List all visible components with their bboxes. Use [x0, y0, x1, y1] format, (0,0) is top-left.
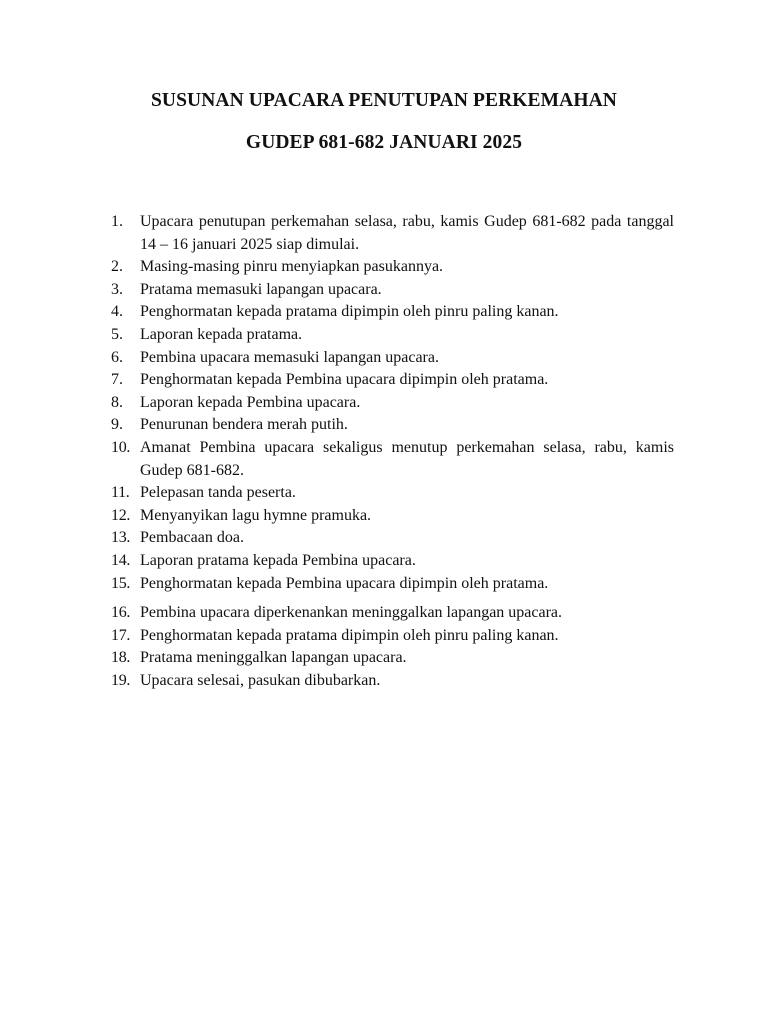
list-item-text: Penurunan bendera merah putih.	[140, 416, 348, 434]
list-item-number: 1.	[111, 213, 123, 230]
list-item-text: Penghormatan kepada pratama dipimpin oleh pinru paling kanan.	[140, 626, 559, 644]
list-item	[111, 301, 674, 324]
document-title: SUSUNAN UPACARA PENUTUPAN PERKEMAHAN	[150, 90, 617, 111]
list-item	[111, 211, 674, 256]
list-item	[111, 392, 674, 415]
list-item-number: 14.	[111, 551, 131, 569]
list-item	[111, 527, 674, 550]
list-item-number: 16.	[111, 604, 131, 622]
list-item-number: 7.	[111, 371, 123, 389]
list-item	[111, 279, 674, 302]
list-item-number: 12.	[111, 506, 131, 524]
list-item-text: Menyanyikan lagu hymne pramuka.	[140, 506, 372, 524]
list-item	[111, 324, 674, 347]
list-item-number: 13.	[111, 529, 131, 547]
list-item	[111, 437, 674, 482]
list-item-number: 6.	[111, 348, 123, 366]
list-item	[111, 369, 674, 392]
list-item	[111, 414, 674, 437]
list-item	[111, 550, 674, 573]
list-item-text: Laporan kepada pratama.	[140, 325, 303, 343]
list-item-text: Laporan pratama kepada Pembina upacara.	[140, 551, 416, 569]
list-item	[111, 625, 674, 648]
list-item-number: 11.	[111, 484, 130, 502]
list-item	[111, 573, 674, 596]
list-item	[111, 482, 674, 505]
ceremony-program-list	[111, 211, 674, 692]
list-item	[111, 347, 674, 370]
list-item	[111, 256, 674, 279]
list-item-text: Penghormatan kepada Pembina upacara dipimpin oleh pratama.	[140, 574, 549, 592]
list-item	[111, 670, 674, 693]
list-item-number: 10.	[111, 438, 131, 456]
list-item-number: 18.	[111, 649, 131, 667]
list-item-number: 4.	[111, 303, 123, 321]
list-item-text: Pembina upacara memasuki lapangan upacara.	[140, 348, 439, 366]
list-item-text: Upacara penutupan perkemahan selasa, rabu, kamis Gudep 681-682 pada tanggal 14 – 16 januari 2025 siap dimulai.	[140, 213, 674, 253]
list-item-number: 15.	[111, 574, 131, 592]
list-item-number: 9.	[111, 416, 123, 434]
list-item	[111, 505, 674, 528]
list-item-number: 19.	[111, 671, 131, 689]
list-item-text: Pratama memasuki lapangan upacara.	[140, 280, 382, 298]
list-item-text: Pratama meninggalkan lapangan upacara.	[140, 649, 407, 667]
list-item-number: 2.	[111, 258, 123, 276]
list-item-text: Upacara selesai, pasukan dibubarkan.	[140, 671, 381, 689]
list-item-text: Pembina upacara diperkenankan meninggalkan lapangan upacara.	[140, 604, 563, 622]
list-item-text: Masing-masing pinru menyiapkan pasukannya.	[140, 258, 444, 276]
list-item-text: Laporan kepada Pembina upacara.	[140, 393, 361, 411]
document-subtitle: GUDEP 681-682 JANUARI 2025	[245, 132, 523, 153]
list-item-text: Amanat Pembina upacara sekaligus menutup perkemahan selasa, rabu, kamis Gudep 681-682.	[140, 438, 674, 479]
list-item-number: 8.	[111, 393, 123, 411]
list-item-text: Penghormatan kepada pratama dipimpin oleh pinru paling kanan.	[140, 303, 559, 321]
list-item	[111, 647, 674, 670]
list-item-text: Pelepasan tanda peserta.	[140, 484, 296, 502]
list-item	[111, 602, 674, 625]
list-item-number: 3.	[111, 280, 123, 298]
list-item-number: 5.	[111, 325, 123, 343]
list-item-number: 17.	[111, 626, 131, 644]
list-item-text: Pembacaan doa.	[140, 529, 244, 547]
list-item-text: Penghormatan kepada Pembina upacara dipimpin oleh pratama.	[140, 371, 549, 389]
